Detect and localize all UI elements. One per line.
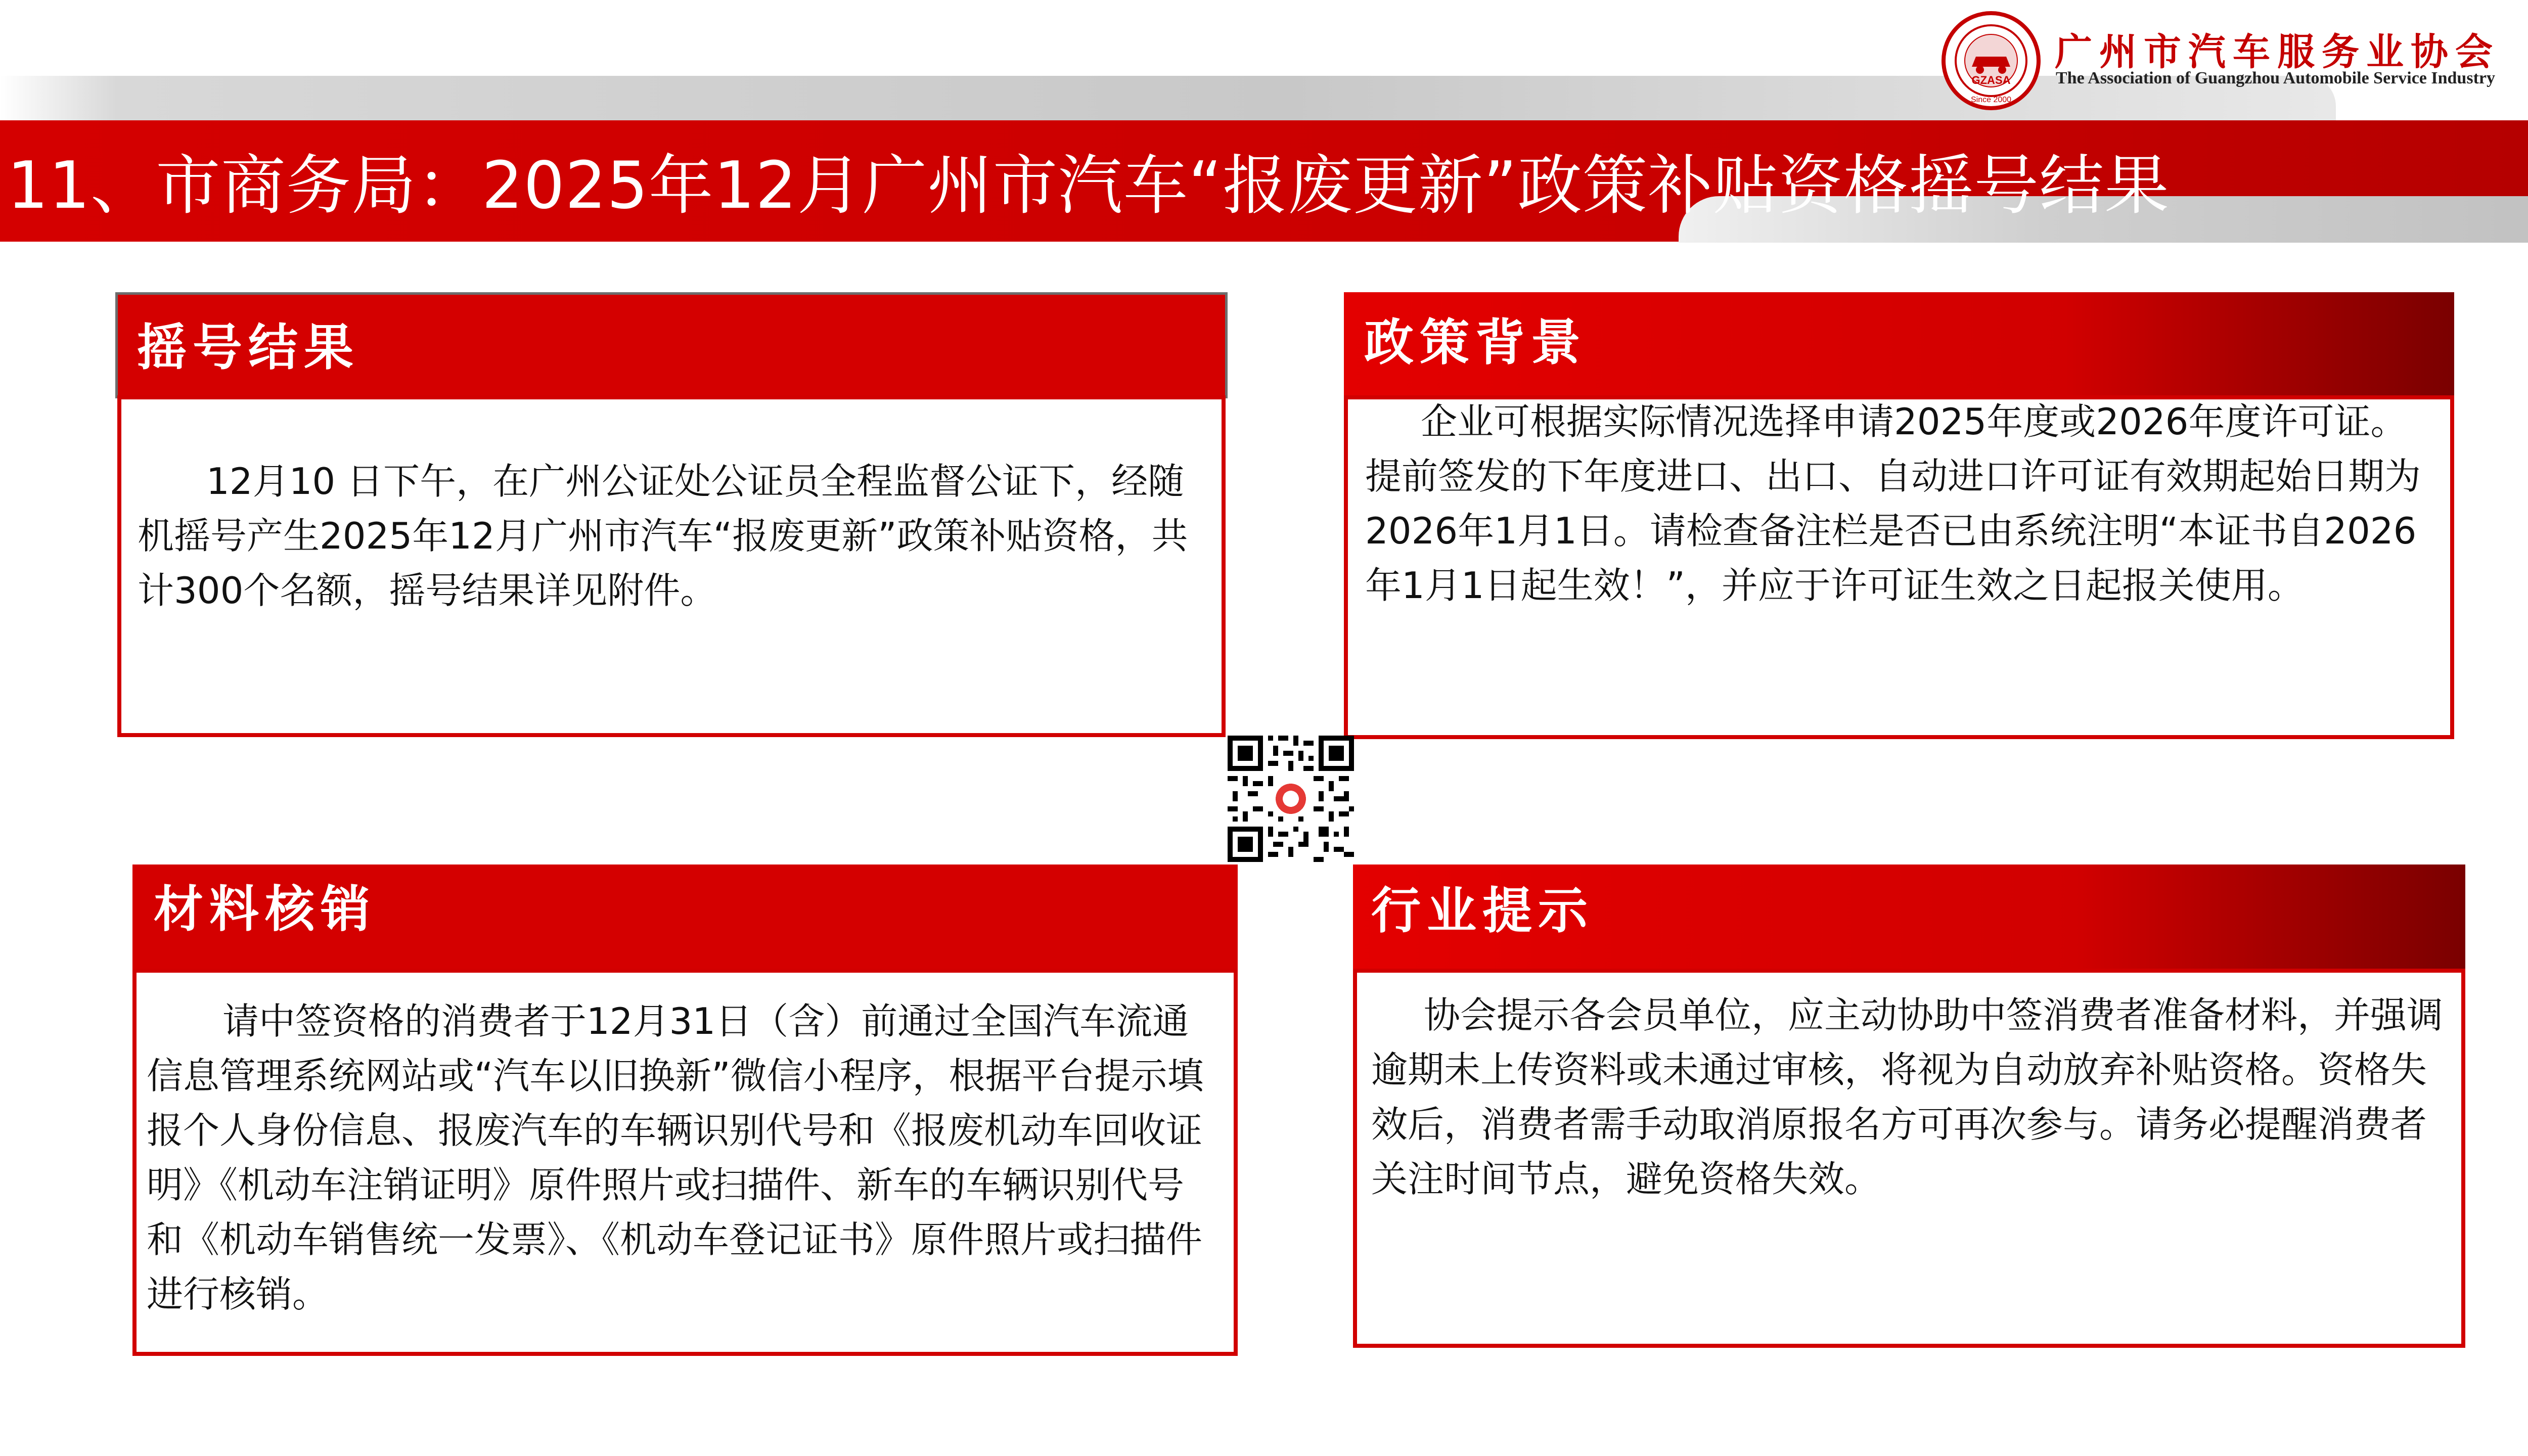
panel-tips-body: 协会提示各会员单位，应主动协助中签消费者准备材料，并强调逾期未上传资料或未通过审核，将视为自动放弃补贴资格。资格失效后，消费者需手动取消原报名方可再次参与。请务必提醒消费者关注时间节点，避免资格失效。 — [1371, 994, 2444, 1200]
logo-name-en: The Association of Guangzhou Automobile Service Industry — [2056, 69, 2495, 87]
logo-seal-text: GZASA — [1971, 74, 2011, 86]
logo-name-cn: 广州市汽车服务业协会 — [2055, 30, 2500, 74]
panel-policy-title: 政策背景 — [1364, 314, 1587, 372]
association-logo — [1940, 10, 2042, 111]
logo-seal-year: Since 2000 — [1970, 96, 2012, 104]
qr-code — [1228, 736, 1354, 862]
panel-materials-body: 请中签资格的消费者于12月31日（含）前通过全国汽车流通信息管理系统网站或“汽车以旧换新”微信小程序，根据平台提示填报个人身份信息、报废汽车的车辆识别代号和《报废机动车回收证明》《机动车注销证明》原件照片或扫描件、新车的车辆识别代号和《机动车销售统一发票》、《机动车登记证书》原件照片或扫描件进行核销。 — [147, 1000, 1204, 1315]
panel-tips-title: 行业提示 — [1371, 882, 1594, 940]
panel-policy-body: 企业可根据实际情况选择申请2025年度或2026年度许可证。提前签发的下年度进口、出口、自动进口许可证有效期起始日期为2026年1月1日。请检查备注栏是否已由系统注明“本证书自2026年1月1日起生效！”，并应于许可证生效之日起报关使用。 — [1365, 400, 2421, 607]
panel-lottery-title: 摇号结果 — [137, 319, 360, 377]
panel-tips-header — [1353, 864, 2465, 972]
page-title: 11、市商务局：2025年12月广州市汽车“报废更新”政策补贴资格摇号结果 — [7, 148, 2170, 223]
panel-materials-title: 材料核销 — [154, 881, 377, 938]
panel-lottery-body: 12月10 日下午，在广州公证处公证员全程监督公证下，经随机摇号产生2025年12月广州市汽车“报废更新”政策补贴资格，共计300个名额，摇号结果详见附件。 — [138, 460, 1188, 612]
panel-lottery-header — [115, 292, 1228, 398]
panel-policy-header — [1344, 292, 2454, 398]
panel-materials-header — [132, 864, 1238, 972]
